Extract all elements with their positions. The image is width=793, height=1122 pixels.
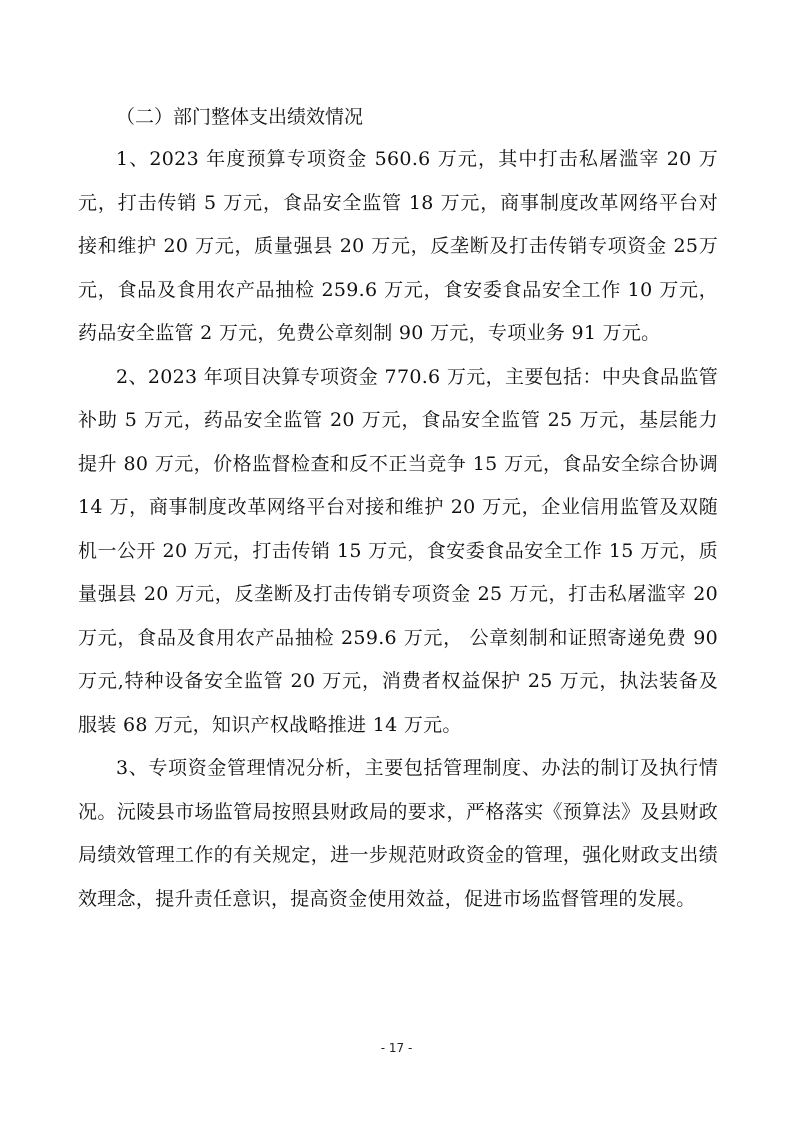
paragraph-2: 2、2023 年项目决算专项资金 770.6 万元，主要包括：中央食品监管补助 5 万元，药品安全监管 20 万元，食品安全监管 25 万元，基层能力提升 80 万元，价格监督检查和反不正当竞争 15 万元，食品安全综合协调 14 万，商事制度改革网络平台对接和维护 20 万元，企业信用监管及双随机一公开 20 万元，打击传销 15 万元，食安委食品安全工作 15 万元，质量强县 20 万元，反垄断及打击传销专项资金 25 万元，打击私屠滥宰 20 万元，食品及食用农产品抽检 259.6 万元， 公章刻制和证照寄递免费 90 万元,特种设备安全监管 20 万元，消费者权益保护 25 万元，执法装备及服装 68 万元，知识产权战略推进 14 万元。 — [78, 365, 718, 736]
paragraph-1: 1、2023 年度预算专项资金 560.6 万元，其中打击私屠滥宰 20 万元，打击传销 5 万元，食品安全监管 18 万元，商事制度改革网络平台对接和维护 20 万元，质量强县 20 万元，反垄断及打击传销专项资金 25万元，食品及食用农产品抽检 259.6 万元，食安委食品安全工作 10 万元，药品安全监管 2 万元，免费公章刻制 90 万元，专项业务 91 万元。 — [78, 148, 718, 344]
document-body — [78, 96, 718, 921]
paragraph-3: 3、专项资金管理情况分析，主要包括管理制度、办法的制订及执行情况。沅陵县市场监管局按照县财政局的要求，严格落实《预算法》及县财政局绩效管理工作的有关规定，进一步规范财政资金的管理，强化财政支出绩效理念，提升责任意识，提高资金使用效益，促进市场监督管理的发展。 — [78, 757, 718, 910]
page-number: - 17 - — [380, 1041, 413, 1055]
section-heading: （二）部门整体支出绩效情况 — [116, 106, 364, 128]
